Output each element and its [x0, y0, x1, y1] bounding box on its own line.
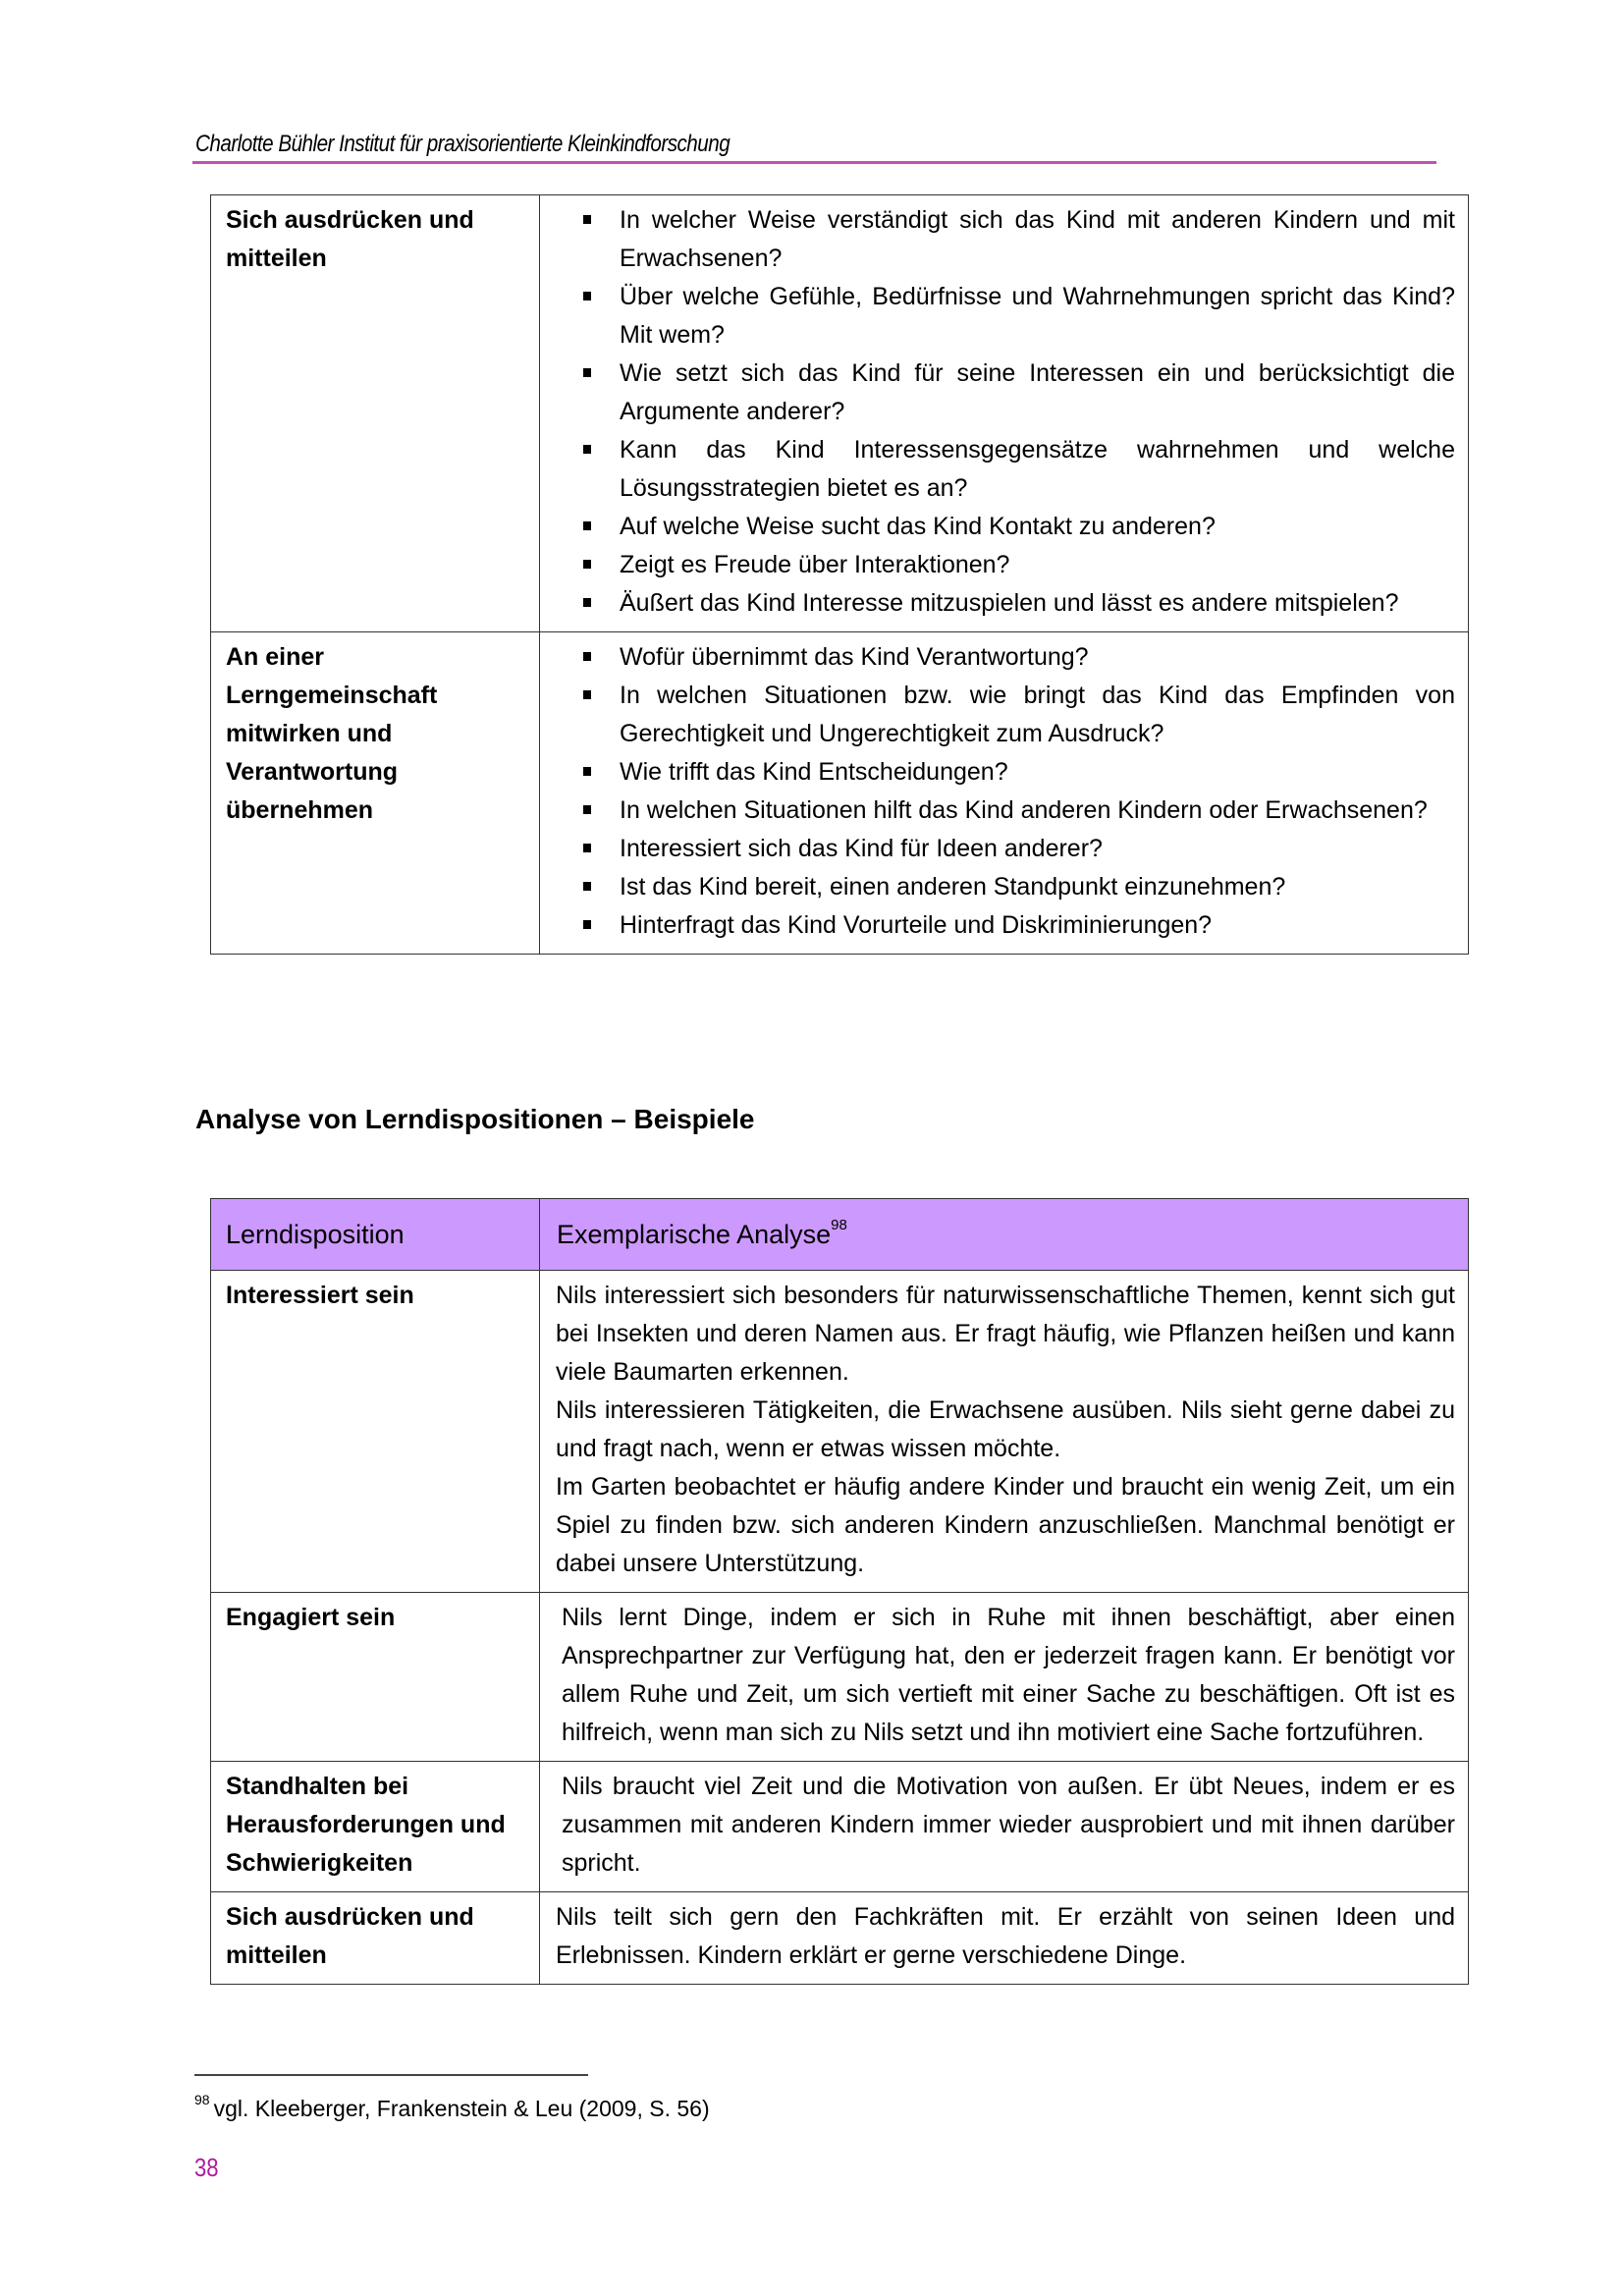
- square-bullet-icon: [583, 805, 591, 814]
- footnote-number: 98: [194, 2092, 210, 2107]
- list-item: Kann das Kind Interessensgegensätze wahrnehmen und welche Lösungsstrategien bietet es an?: [540, 431, 1455, 508]
- list-item: Interessiert sich das Kind für Ideen anderer?: [540, 830, 1455, 868]
- footnote: [194, 2092, 710, 2122]
- section-heading: Analyse von Lerndispositionen – Beispiele: [195, 1104, 755, 1134]
- square-bullet-icon: [583, 767, 591, 776]
- list-item: Ist das Kind bereit, einen anderen Standpunkt einzunehmen?: [540, 868, 1455, 906]
- table-row: [211, 1271, 1469, 1593]
- header-rule: [192, 161, 1436, 164]
- square-bullet-icon: [583, 560, 591, 569]
- question-list-cell: [540, 195, 1469, 632]
- row-label: Sich ausdrücken und mitteilen: [211, 1892, 540, 1985]
- square-bullet-icon: [583, 690, 591, 699]
- table-row: [211, 1892, 1469, 1985]
- table-row: [211, 195, 1469, 632]
- list-item: Über welche Gefühle, Bedürfnisse und Wahrnehmungen spricht das Kind? Mit wem?: [540, 278, 1455, 355]
- list-item: In welchen Situationen hilft das Kind anderen Kindern oder Erwachsenen?: [540, 792, 1455, 830]
- square-bullet-icon: [583, 215, 591, 224]
- list-item: Auf welche Weise sucht das Kind Kontakt zu anderen?: [540, 508, 1455, 546]
- square-bullet-icon: [583, 598, 591, 607]
- list-item: In welchen Situationen bzw. wie bringt das Kind das Empfinden von Gerechtigkeit und Ungerechtigkeit zum Ausdruck?: [540, 677, 1455, 753]
- table-header-row: [211, 1199, 1469, 1271]
- footnote-ref[interactable]: 98: [831, 1216, 847, 1233]
- question-list: [540, 632, 1468, 954]
- analysis-cell: Nils interessiert sich besonders für naturwissenschaftliche Themen, kennt sich gut bei Insekten und deren Namen aus. Er fragt häufig, wie Pflanzen heißen und kann viele Baumarten erkennen. Nils interessieren Tätigkeiten, die Erwachsene ausüben. Nils sieht gerne dabei zu und fragt nach, wenn er etwas wissen möchte. Im Garten beobachtet er häufig andere Kinder und braucht ein wenig Zeit, um ein Spiel zu finden bzw. sich anderen Kindern anzuschließen. Manchmal benötigt er dabei unsere Unterstützung.: [540, 1271, 1469, 1593]
- column-header-lerndisposition: Lerndisposition: [211, 1199, 540, 1271]
- analysis-table: [210, 1198, 1469, 1985]
- row-label: Interessiert sein: [211, 1271, 540, 1593]
- table-row: [211, 1593, 1469, 1762]
- square-bullet-icon: [583, 920, 591, 929]
- list-item: Wofür übernimmt das Kind Verantwortung?: [540, 638, 1455, 677]
- question-list: [540, 195, 1468, 631]
- row-label: Engagiert sein: [211, 1593, 540, 1762]
- analysis-cell: Nils teilt sich gern den Fachkräften mit. Er erzählt von seinen Ideen und Erlebnissen. Kindern erklärt er gerne verschiedene Dinge.: [540, 1892, 1469, 1985]
- row-label: Standhalten bei Herausforderungen und Schwierigkeiten: [211, 1762, 540, 1892]
- analysis-cell: Nils lernt Dinge, indem er sich in Ruhe mit ihnen beschäftigt, aber einen Ansprechpartner zur Verfügung hat, den er jederzeit fragen kann. Er benötigt vor allem Ruhe und Zeit, um sich vertieft mit einer Sache zu beschäftigen. Oft ist es hilfreich, wenn man sich zu Nils setzt und ihn motiviert eine Sache fortzuführen.: [540, 1593, 1469, 1762]
- list-item: Hinterfragt das Kind Vorurteile und Diskriminierungen?: [540, 906, 1455, 945]
- square-bullet-icon: [583, 368, 591, 377]
- square-bullet-icon: [583, 652, 591, 661]
- table-row: [211, 632, 1469, 955]
- square-bullet-icon: [583, 292, 591, 301]
- analysis-cell: Nils braucht viel Zeit und die Motivation von außen. Er übt Neues, indem er es zusammen mit anderen Kindern immer wieder ausprobiert und mit ihnen darüber spricht.: [540, 1762, 1469, 1892]
- list-item: Zeigt es Freude über Interaktionen?: [540, 546, 1455, 584]
- question-list-cell: [540, 632, 1469, 955]
- square-bullet-icon: [583, 844, 591, 852]
- list-item: In welcher Weise verständigt sich das Kind mit anderen Kindern und mit Erwachsenen?: [540, 201, 1455, 278]
- list-item: Wie setzt sich das Kind für seine Interessen ein und berücksichtigt die Argumente anderer?: [540, 355, 1455, 431]
- page-number: 38: [194, 2153, 219, 2182]
- footnote-text: vgl. Kleeberger, Frankenstein & Leu (2009, S. 56): [213, 2096, 710, 2121]
- square-bullet-icon: [583, 882, 591, 891]
- column-header-analyse: Exemplarische Analyse$^{98}$: [540, 1199, 1469, 1271]
- table-row: [211, 1762, 1469, 1892]
- row-label: Sich ausdrücken und mitteilen: [211, 195, 540, 632]
- row-label: An einer Lerngemeinschaft mitwirken und Verantwortung übernehmen: [211, 632, 540, 955]
- square-bullet-icon: [583, 521, 591, 530]
- list-item: Äußert das Kind Interesse mitzuspielen und lässt es andere mitspielen?: [540, 584, 1455, 623]
- questions-table: [210, 194, 1469, 955]
- list-item: Wie trifft das Kind Entscheidungen?: [540, 753, 1455, 792]
- footnote-rule: [194, 2074, 588, 2076]
- square-bullet-icon: [583, 445, 591, 454]
- running-header: Charlotte Bühler Institut für praxisorientierte Kleinkindforschung: [195, 131, 730, 157]
